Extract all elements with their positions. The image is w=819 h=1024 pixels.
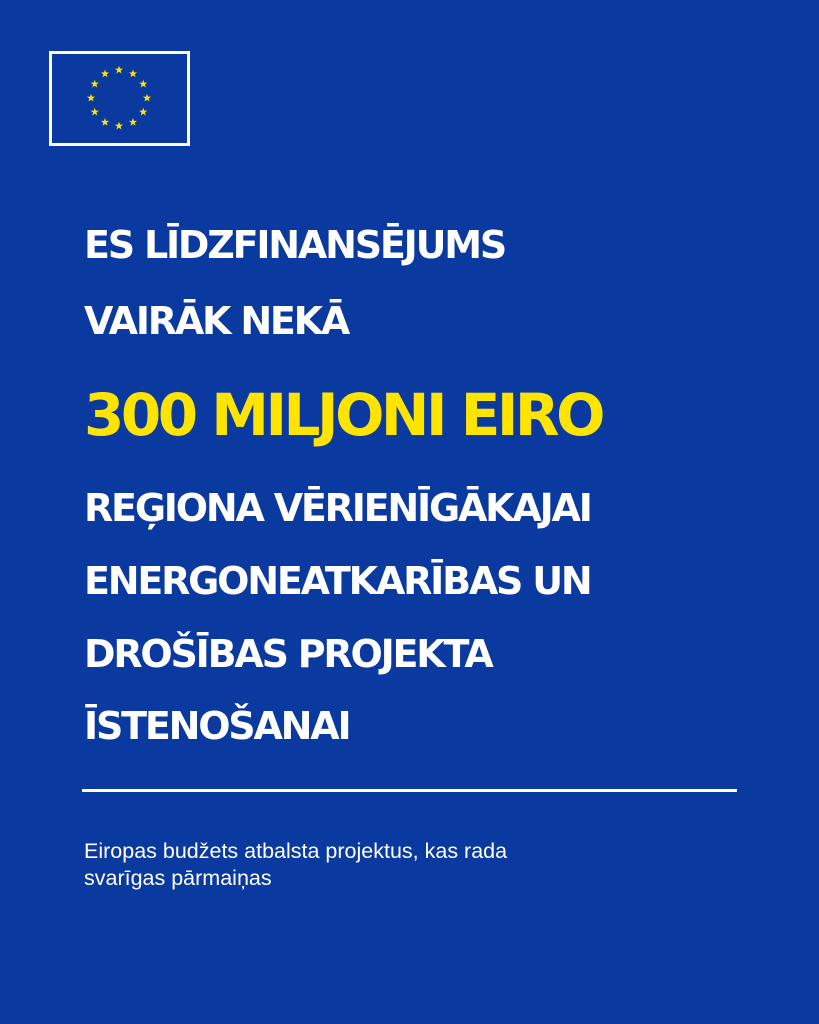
divider-line [82,789,737,792]
star-icon [139,108,147,116]
headline-line-7: ĪSTENOŠANAI [84,704,350,748]
star-icon [143,94,151,102]
headline-line-4: REĢIONA VĒRIENĪGĀKAJAI [84,486,591,530]
star-icon [139,80,147,88]
star-icon [91,108,99,116]
headline-amount: 300 MILJONI EIRO [84,381,602,449]
headline-line-6: DROŠĪBAS PROJEKTA [84,632,492,676]
tagline-line-1: Eiropas budžets atbalsta projektus, kas rada [84,839,508,863]
headline-line-5: ENERGONEATKARĪBAS UN [84,559,591,603]
star-icon [129,69,137,77]
headline-line-1: ES LĪDZFINANSĒJUMS [84,223,506,267]
star-icon [87,94,95,102]
eu-flag-logo [49,51,190,146]
eu-star-ring [87,66,151,130]
tagline [84,838,724,892]
headline-line-2: VAIRĀK NEKĀ [84,299,349,343]
star-icon [101,69,109,77]
star-icon [91,80,99,88]
star-icon [115,122,123,130]
tagline-line-2: svarīgas pārmaiņas [84,866,272,890]
star-icon [129,118,137,126]
star-icon [115,66,123,74]
eu-flag-icon [52,54,187,143]
star-icon [101,118,109,126]
